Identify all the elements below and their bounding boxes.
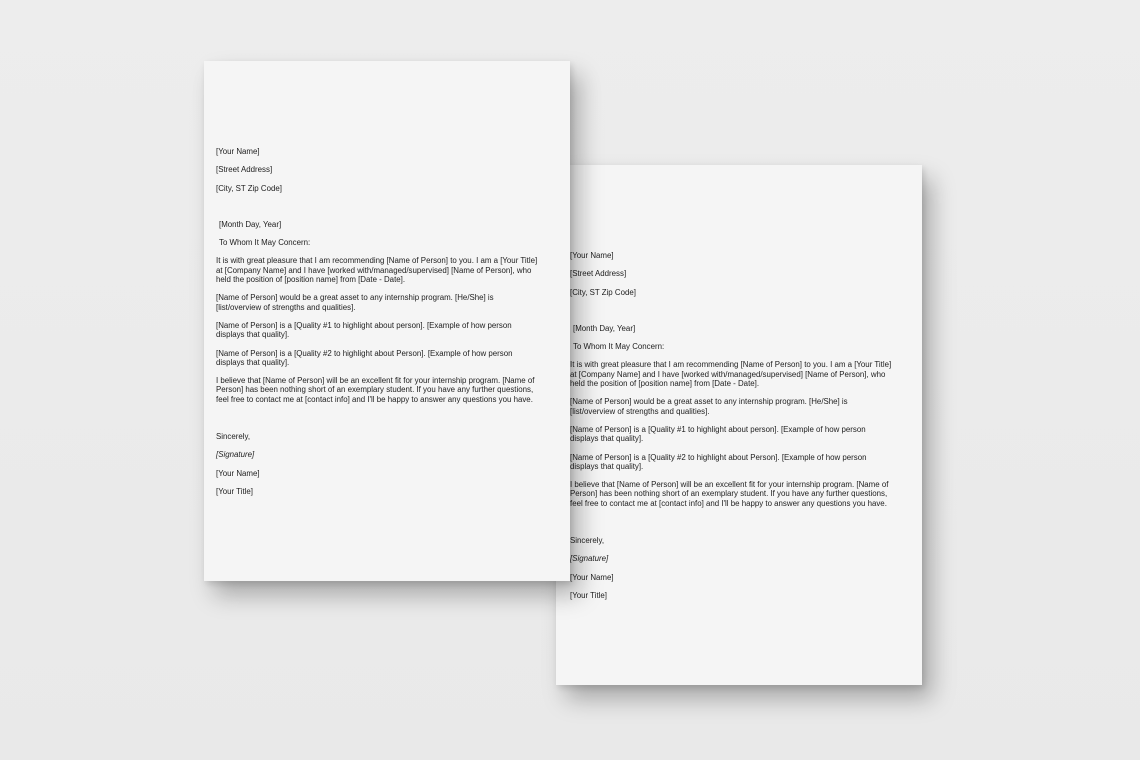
letter-sheet-back [556,165,922,685]
sender-name: [Your Name] [570,251,614,260]
letter-date: [Month Day, Year] [219,219,282,229]
paragraph-conclusion: I believe that [Name of Person] will be an excellent fit for your internship program. [Name of Person] has been nothing short of an exemplary student. If you have any further questions, feel free to contact me at [contact info] and I'll be happy to answer any questions you have. [216,376,535,404]
letter-body [216,147,546,496]
paragraph-strengths: [Name of Person] would be a great asset to any internship program. [He/She] is [list/overview of strengths and qualities]. [570,397,848,416]
paragraph-quality-1: [Name of Person] is a [Quality #1 to highlight about person]. [Example of how person displays that quality]. [216,320,512,340]
signer-name: [Your Name] [216,468,260,478]
sender-name: [Your Name] [216,147,260,156]
letter-sheet-front [204,61,570,581]
signature: [Signature] [570,554,609,564]
paragraph-strengths: [Name of Person] would be a great asset to any internship program. [He/She] is [list/overview of strengths and qualities]. [216,293,494,312]
letter-body [570,251,900,600]
street-address: [Street Address] [570,269,627,279]
paragraph-quality-2: [Name of Person] is a [Quality #2 to highlight about Person]. [Example of how person displays that quality]. [216,348,513,367]
paragraph-conclusion: I believe that [Name of Person] will be an excellent fit for your internship program. [Name of Person] has been nothing short of an exemplary student. If you have any further questions, feel free to contact me at [contact info] and I'll be happy to answer any questions you have. [570,480,889,508]
street-address: [Street Address] [216,165,273,175]
closing: Sincerely, [216,432,251,442]
paragraph-introduction: It is with great pleasure that I am recommending [Name of Person] to you. I am a [Your Title] at [Company Name] and I have [worked with/managed/supervised] [Name of Person], who held the position of [position name] from [Date - Date]. [216,256,538,285]
salutation: To Whom It May Concern: [573,342,665,352]
closing: Sincerely, [570,536,605,546]
paragraph-introduction: It is with great pleasure that I am recommending [Name of Person] to you. I am a [Your Title] at [Company Name] and I have [worked with/managed/supervised] [Name of Person], who held the position of [position name] from [Date - Date]. [570,360,892,389]
letter-date: [Month Day, Year] [573,323,636,333]
paragraph-quality-1: [Name of Person] is a [Quality #1 to highlight about person]. [Example of how person displays that quality]. [570,424,866,444]
city-state-zip: [City, ST Zip Code] [216,183,282,193]
salutation: To Whom It May Concern: [219,238,311,248]
paragraph-quality-2: [Name of Person] is a [Quality #2 to highlight about Person]. [Example of how person displays that quality]. [570,452,867,471]
signature: [Signature] [216,450,255,460]
city-state-zip: [City, ST Zip Code] [570,287,636,297]
signer-title: [Your Title] [216,486,253,496]
signer-title: [Your Title] [570,590,607,600]
signer-name: [Your Name] [570,572,614,582]
